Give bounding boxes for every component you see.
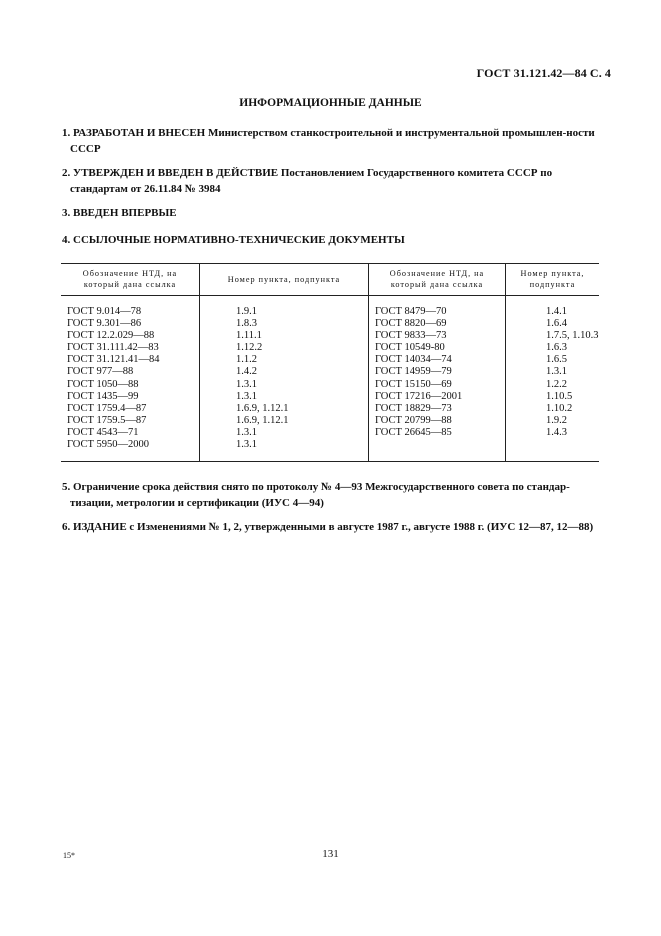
table-cell-line: 1.1.2 [236, 354, 257, 366]
item-text: РАЗРАБОТАН И ВНЕСЕН Министерством станкостроительной и инструментальной промышлен-ности СССР [70, 127, 595, 155]
table-cell-line: ГОСТ 14959—79 [375, 366, 452, 378]
page-number: 131 [322, 848, 339, 860]
table-cell-line: 1.3.1 [236, 378, 257, 390]
table-cell-line: 1.10.5 [546, 390, 573, 402]
right-clauses-cell [506, 296, 600, 462]
column-header-clause: Номер пункта, подпункта [200, 264, 369, 296]
table-cell-line: ГОСТ 18829—73 [375, 402, 452, 414]
info-item-5 [62, 479, 610, 511]
table-cell-line: ГОСТ 20799—88 [375, 414, 452, 426]
table-cell-line: 1.12.2 [236, 342, 263, 354]
signature-mark: 15* [63, 851, 75, 860]
table-cell-line: 1.3.1 [546, 366, 567, 378]
table-cell-line: 1.3.1 [236, 426, 257, 438]
column-header-clause: Номер пункта, подпункта [506, 264, 600, 296]
table-cell-line: ГОСТ 977—88 [67, 366, 134, 378]
table-cell-line: 1.10.2 [546, 402, 573, 414]
item-text: ВВЕДЕН ВПЕРВЫЕ [73, 207, 177, 219]
table-cell-line: ГОСТ 9833—73 [375, 330, 447, 342]
item-text: УТВЕРЖДЕН И ВВЕДЕН В ДЕЙСТВИЕ Постановлением Государственного комитета СССР по стандартам от 26.11.84 № 3984 [70, 167, 553, 195]
item-number: 6. [62, 521, 71, 533]
item-number: 3. [62, 207, 71, 219]
standard-code-header: ГОСТ 31.121.42—84 С. 4 [476, 66, 611, 80]
table-cell-line: 1.7.5, 1.10.3 [546, 330, 599, 342]
info-item-2 [62, 165, 610, 197]
page-title: ИНФОРМАЦИОННЫЕ ДАННЫЕ [239, 97, 422, 109]
table-cell-line: 1.6.4 [546, 318, 567, 330]
right-documents-cell [369, 296, 506, 462]
table-cell-line: ГОСТ 12.2.029—88 [67, 330, 155, 342]
table-cell-line: 1.6.5 [546, 354, 567, 366]
table-cell-line: ГОСТ 1759.4—87 [67, 402, 147, 414]
column-header-document: Обозначение НТД, на который дана ссылка [369, 264, 506, 296]
table-cell-line: ГОСТ 15150—69 [375, 378, 452, 390]
table-cell-line: 1.9.2 [546, 414, 567, 426]
table-cell-line: 1.3.1 [236, 390, 257, 402]
table-cell-line: ГОСТ 17216—2001 [375, 390, 463, 402]
table-cell-line: ГОСТ 1759.5—87 [67, 414, 147, 426]
table-row [61, 296, 599, 462]
table-cell-line: ГОСТ 26645—85 [375, 426, 452, 438]
item-number: 4. [62, 234, 71, 246]
table-cell-line: 1.4.2 [236, 366, 257, 378]
info-item-3 [62, 205, 602, 221]
table-header-row [61, 264, 599, 296]
info-item-1 [62, 125, 610, 157]
info-item-6 [62, 519, 610, 535]
table-cell-line: 1.6.3 [546, 342, 567, 354]
left-clauses-cell [200, 296, 369, 462]
table-cell-line: ГОСТ 8820—69 [375, 318, 447, 330]
column-header-document: Обозначение НТД, на который дана ссылка [61, 264, 200, 296]
table-cell-line: 1.8.3 [236, 318, 257, 330]
reference-documents-table [61, 263, 599, 462]
table-cell-line: ГОСТ 8479—70 [375, 306, 447, 317]
table-cell-line: 1.6.9, 1.12.1 [236, 402, 289, 414]
table-cell-line: ГОСТ 9.301—86 [67, 318, 142, 330]
table-cell-line: 1.2.2 [546, 378, 567, 390]
item-text: Ограничение срока действия снято по протоколу № 4—93 Межгосударственного совета по стандар-тизации, метрологии и сертификации (ИУС 4—94) [70, 481, 570, 509]
item-text: ССЫЛОЧНЫЕ НОРМАТИВНО-ТЕХНИЧЕСКИЕ ДОКУМЕНТЫ [73, 234, 405, 246]
table-cell-line: ГОСТ 1435—99 [67, 390, 139, 402]
item-text: ИЗДАНИЕ с Изменениями № 1, 2, утвержденными в августе 1987 г., августе 1988 г. (ИУС 12—87, 12—88) [73, 521, 594, 533]
left-documents-cell [61, 296, 200, 462]
table-cell-line: 1.6.9, 1.12.1 [236, 414, 289, 426]
table-cell-line: 1.9.1 [236, 306, 257, 317]
table-cell-line: 1.3.1 [236, 439, 257, 451]
table-cell-line: 1.4.1 [546, 306, 567, 317]
table-cell-line: ГОСТ 4543—71 [67, 426, 139, 438]
table-cell-line: ГОСТ 31.111.42—83 [67, 342, 159, 354]
item-number: 1. [62, 127, 71, 139]
table-cell-line: ГОСТ 31.121.41—84 [67, 354, 160, 366]
item-number: 2. [62, 167, 71, 179]
table-cell-line: ГОСТ 14034—74 [375, 354, 452, 366]
table-cell-line: 1.4.3 [546, 426, 567, 438]
table-cell-line: ГОСТ 5950—2000 [67, 439, 150, 451]
table-cell-line: ГОСТ 9.014—78 [67, 306, 142, 317]
table-cell-line: 1.11.1 [236, 330, 262, 342]
table-cell-line: ГОСТ 1050—88 [67, 378, 139, 390]
table-cell-line: ГОСТ 10549-80 [375, 342, 445, 354]
item-number: 5. [62, 481, 71, 493]
info-item-4 [62, 232, 602, 248]
